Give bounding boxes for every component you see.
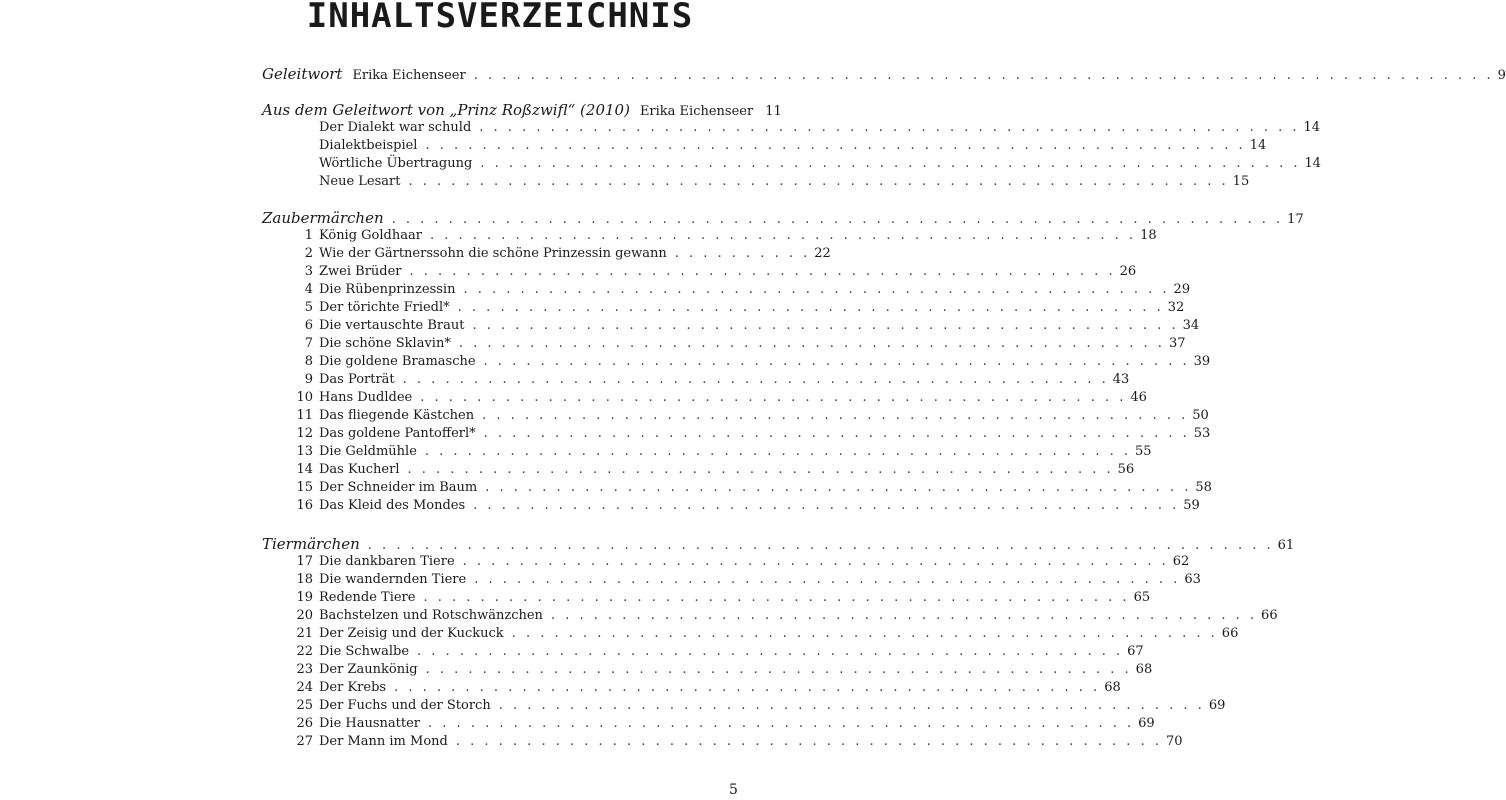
entry-label: Der Dialekt war schuld — [319, 120, 472, 135]
author: Erika Eichenseer — [352, 68, 466, 83]
entry-label: Das Kucherl — [319, 462, 400, 477]
toc-entry[interactable] — [319, 137, 1267, 155]
page-ref: 46 — [1130, 390, 1147, 405]
toc-entry[interactable] — [304, 281, 1191, 299]
page-ref: 11 — [765, 104, 782, 119]
toc-entry-aus-dem-geleitwort[interactable] — [262, 101, 782, 119]
leader-dots: . . . . . . . . . . . . . . . . . . . . . . . . . . . . . . . . . . . . . . . . . . . . . . . . . . . . . . . . . . — [480, 156, 1301, 171]
entry-label: Der Zaunkönig — [319, 662, 418, 677]
entry-number: 20 — [296, 608, 313, 623]
toc-entry-geleitwort[interactable] — [262, 65, 1506, 83]
toc-section-zaubermaerchen[interactable] — [262, 209, 1304, 227]
toc-entry[interactable] — [319, 173, 1250, 191]
toc-entry[interactable] — [319, 119, 1321, 137]
page-ref: 17 — [1287, 212, 1304, 227]
toc-entry[interactable] — [296, 643, 1144, 661]
leader-dots: . . . . . . . . . . . . . . . . . . . . . . . . . . . . . . . . . . . . . . . . . . . . . . . . . . . . . . . . . . . . . . . . — [367, 538, 1274, 553]
page-ref: 56 — [1117, 462, 1135, 477]
entry-label: Hans Dudldee — [319, 390, 413, 405]
entry-label: Das goldene Pantofferl* — [319, 426, 476, 441]
entry-label: Der Zeisig und der Kuckuck — [319, 626, 504, 641]
toc-entry[interactable] — [296, 425, 1211, 443]
leader-dots: . . . . . . . . . . . . . . . . . . . . . . . . . . . . . . . . . . . . . . . . . . . . . . . . . . — [474, 572, 1181, 587]
leader-dots: . . . . . . . . . . . . . . . . . . . . . . . . . . . . . . . . . . . . . . . . . . . . . . . . . . — [428, 716, 1135, 731]
section-label: Aus dem Geleitwort von „Prinz Roßzwifl“ (2010) — [262, 101, 630, 119]
entry-label: Bachstelzen und Rotschwänzchen — [319, 608, 543, 623]
toc-entry[interactable] — [296, 389, 1147, 407]
entry-number: 11 — [296, 408, 313, 423]
toc-entry[interactable] — [304, 353, 1211, 371]
toc-entry[interactable] — [296, 733, 1183, 751]
leader-dots: . . . . . . . . . . . . . . . . . . . . . . . . . . . . . . . . . . . . . . . . . . . . . . . . . . — [483, 426, 1190, 441]
toc-entry[interactable] — [296, 571, 1201, 589]
entry-label: Die Hausnatter — [319, 716, 421, 731]
entry-label: Die Schwalbe — [319, 644, 410, 659]
page-ref: 29 — [1173, 282, 1191, 297]
page-ref: 70 — [1165, 734, 1183, 749]
page-ref: 15 — [1232, 174, 1250, 189]
toc-entry[interactable] — [296, 553, 1190, 571]
toc-entry[interactable] — [296, 679, 1121, 697]
page-ref: 66 — [1261, 608, 1278, 623]
toc-entry[interactable] — [296, 625, 1239, 643]
entry-label: Wörtliche Übertragung — [319, 156, 473, 171]
entry-number: 4 — [304, 282, 313, 297]
leader-dots: . . . . . . . . . . . . . . . . . . . . . . . . . . . . . . . . . . . . . . . . . . . . . . . . . . — [420, 390, 1127, 405]
leader-dots: . . . . . . . . . . . . . . . . . . . . . . . . . . . . . . . . . . . . . . . . . . . . . . . . . . — [458, 336, 1165, 351]
leader-dots: . . . . . . . . . . . . . . . . . . . . . . . . . . . . . . . . . . . . . . . . . . . . . . . . . . — [463, 282, 1170, 297]
leader-dots: . . . . . . . . . . . . . . . . . . . . . . . . . . . . . . . . . . . . . . . . . . . . . . . . . . . . . . . . . . — [425, 138, 1246, 153]
section-label: Tiermärchen — [262, 535, 360, 553]
entry-label: Der Krebs — [319, 680, 387, 695]
page-ref: 26 — [1119, 264, 1137, 279]
leader-dots: . . . . . . . . . . . . . . . . . . . . . . . . . . . . . . . . . . . . . . . . . . . . . . . . . . — [417, 644, 1124, 659]
author: Erika Eichenseer — [639, 104, 754, 119]
page-ref: 18 — [1140, 228, 1157, 243]
leader-dots: . . . . . . . . . . . . . . . . . . . . . . . . . . . . . . . . . . . . . . . . . . . . . . . . . . — [424, 444, 1131, 459]
leader-dots: . . . . . . . . . . . . . . . . . . . . . . . . . . . . . . . . . . . . . . . . . . . . . . . . . . — [485, 480, 1192, 495]
leader-dots: . . . . . . . . . . . . . . . . . . . . . . . . . . . . . . . . . . . . . . . . . . . . . . . . . . — [423, 590, 1130, 605]
entry-number: 25 — [296, 698, 313, 713]
entry-number: 5 — [304, 300, 313, 315]
toc-entry[interactable] — [304, 227, 1157, 245]
page-ref: 67 — [1127, 644, 1144, 659]
page-ref: 53 — [1193, 426, 1211, 441]
entry-number: 19 — [296, 590, 313, 605]
entry-number: 17 — [296, 554, 313, 569]
page-ref: 68 — [1104, 680, 1121, 695]
page-ref: 50 — [1192, 408, 1209, 423]
leader-dots: . . . . . . . . . . . . . . . . . . . . . . . . . . . . . . . . . . . . . . . . . . . . . . . . . . — [483, 354, 1190, 369]
leader-dots: . . . . . . . . . . . . . . . . . . . . . . . . . . . . . . . . . . . . . . . . . . . . . . . . . . . . . . . . . . . . . . . . . . . . . . . . — [473, 68, 1494, 83]
page-ref: 55 — [1135, 444, 1152, 459]
entry-label: Das fliegende Kästchen — [319, 408, 475, 423]
toc-entry[interactable] — [319, 155, 1322, 173]
entry-label: Zwei Brüder — [319, 264, 402, 279]
page-ref: 59 — [1183, 498, 1200, 513]
toc-entry[interactable] — [304, 335, 1186, 353]
entry-number: 3 — [304, 264, 313, 279]
entry-label: König Goldhaar — [319, 228, 422, 243]
entry-label: Die Geldmühle — [319, 444, 417, 459]
page-ref: 69 — [1138, 716, 1155, 731]
entry-label: Der törichte Friedl* — [319, 300, 450, 315]
entry-number: 27 — [296, 734, 313, 749]
entry-number: 8 — [304, 354, 313, 369]
entry-label: Die Rübenprinzessin — [319, 282, 456, 297]
entry-label: Die goldene Bramasche — [319, 354, 476, 369]
page-ref: 22 — [814, 246, 831, 261]
entry-number: 26 — [296, 716, 313, 731]
toc-entry[interactable] — [296, 443, 1152, 461]
page-ref: 14 — [1303, 120, 1321, 135]
entry-number: 24 — [296, 680, 313, 695]
leader-dots: . . . . . . . . . . — [674, 246, 811, 261]
entry-label: Das Kleid des Mondes — [319, 498, 466, 513]
leader-dots: . . . . . . . . . . . . . . . . . . . . . . . . . . . . . . . . . . . . . . . . . . . . . . . . . . — [455, 734, 1162, 749]
toc-entry[interactable] — [296, 497, 1200, 515]
leader-dots: . . . . . . . . . . . . . . . . . . . . . . . . . . . . . . . . . . . . . . . . . . . . . . . . . . — [511, 626, 1218, 641]
section-label: Geleitwort — [262, 65, 343, 83]
entry-label: Redende Tiere — [319, 590, 416, 605]
leader-dots: . . . . . . . . . . . . . . . . . . . . . . . . . . . . . . . . . . . . . . . . . . . . . . . . . . — [472, 318, 1179, 333]
entry-number: 10 — [296, 390, 313, 405]
entry-label: Das Porträt — [319, 372, 395, 387]
toc-entry[interactable] — [304, 245, 831, 263]
toc-entry[interactable] — [296, 589, 1151, 607]
entry-number: 23 — [296, 662, 313, 677]
leader-dots: . . . . . . . . . . . . . . . . . . . . . . . . . . . . . . . . . . . . . . . . . . . . . . . . . . — [473, 498, 1180, 513]
toc-entry[interactable] — [304, 371, 1130, 389]
toc-section-tiermaerchen[interactable] — [262, 535, 1295, 553]
entry-number: 21 — [296, 626, 313, 641]
entry-number: 15 — [296, 480, 313, 495]
page-ref: 69 — [1208, 698, 1226, 713]
page-ref: 66 — [1221, 626, 1239, 641]
section-label: Zaubermärchen — [262, 209, 384, 227]
page-ref: 32 — [1167, 300, 1185, 315]
leader-dots: . . . . . . . . . . . . . . . . . . . . . . . . . . . . . . . . . . . . . . . . . . . . . . . . . . — [482, 408, 1189, 423]
entry-number: 7 — [304, 336, 313, 351]
page-ref: 14 — [1249, 138, 1267, 153]
leader-dots: . . . . . . . . . . . . . . . . . . . . . . . . . . . . . . . . . . . . . . . . . . . . . . . . . . . . . . . . . . — [408, 174, 1229, 189]
entry-number: 13 — [296, 444, 313, 459]
entry-number: 9 — [304, 372, 313, 387]
entry-label: Die schöne Sklavin* — [319, 336, 451, 351]
page-ref: 9 — [1497, 68, 1506, 83]
entry-label: Dialektbeispiel — [319, 138, 418, 153]
toc-entry[interactable] — [296, 461, 1135, 479]
toc-entry[interactable] — [304, 299, 1185, 317]
leader-dots: . . . . . . . . . . . . . . . . . . . . . . . . . . . . . . . . . . . . . . . . . . . . . . . . . . — [498, 698, 1205, 713]
entry-number: 12 — [296, 426, 313, 441]
leader-dots: . . . . . . . . . . . . . . . . . . . . . . . . . . . . . . . . . . . . . . . . . . . . . . . . . . — [402, 372, 1109, 387]
page-ref: 58 — [1195, 480, 1212, 495]
entry-label: Der Mann im Mond — [319, 734, 448, 749]
entry-number: 2 — [304, 246, 313, 261]
entry-number: 1 — [304, 228, 313, 243]
entry-label: Der Fuchs und der Storch — [319, 698, 491, 713]
page-ref: 68 — [1135, 662, 1153, 677]
page-ref: 63 — [1184, 572, 1201, 587]
page-ref: 43 — [1112, 372, 1130, 387]
page-ref: 65 — [1133, 590, 1151, 605]
page-ref: 37 — [1168, 336, 1186, 351]
toc-entry[interactable] — [296, 479, 1212, 497]
leader-dots: . . . . . . . . . . . . . . . . . . . . . . . . . . . . . . . . . . . . . . . . . . . . . . . . . . — [394, 680, 1101, 695]
page-ref: 14 — [1304, 156, 1322, 171]
page-number: 5 — [729, 782, 738, 798]
page-ref: 61 — [1277, 538, 1295, 553]
entry-label: Neue Lesart — [319, 174, 401, 189]
toc-entry[interactable] — [296, 661, 1153, 679]
leader-dots: . . . . . . . . . . . . . . . . . . . . . . . . . . . . . . . . . . . . . . . . . . . . . . . . . . — [425, 662, 1132, 677]
leader-dots: . . . . . . . . . . . . . . . . . . . . . . . . . . . . . . . . . . . . . . . . . . . . . . . . . . — [462, 554, 1169, 569]
entry-label: Die wandernden Tiere — [319, 572, 467, 587]
toc-entry[interactable] — [296, 697, 1226, 715]
leader-dots: . . . . . . . . . . . . . . . . . . . . . . . . . . . . . . . . . . . . . . . . . . . . . . . . . . — [429, 228, 1137, 243]
entry-number: 14 — [296, 462, 313, 477]
toc-entry[interactable] — [304, 263, 1137, 281]
entry-number: 16 — [296, 498, 313, 513]
leader-dots: . . . . . . . . . . . . . . . . . . . . . . . . . . . . . . . . . . . . . . . . . . . . . . . . . . — [409, 264, 1116, 279]
entry-number: 6 — [304, 318, 313, 333]
entry-number: 22 — [296, 644, 313, 659]
leader-dots: . . . . . . . . . . . . . . . . . . . . . . . . . . . . . . . . . . . . . . . . . . . . . . . . . . — [457, 300, 1164, 315]
toc-entry[interactable] — [296, 407, 1209, 425]
leader-dots: . . . . . . . . . . . . . . . . . . . . . . . . . . . . . . . . . . . . . . . . . . . . . . . . . . — [550, 608, 1258, 623]
leader-dots: . . . . . . . . . . . . . . . . . . . . . . . . . . . . . . . . . . . . . . . . . . . . . . . . . . — [407, 462, 1114, 477]
page-title: INHALTSVERZEICHNIS — [306, 0, 694, 36]
leader-dots: . . . . . . . . . . . . . . . . . . . . . . . . . . . . . . . . . . . . . . . . . . . . . . . . . . . . . . . . . . — [479, 120, 1300, 135]
page-ref: 34 — [1182, 318, 1200, 333]
entry-label: Die dankbaren Tiere — [319, 554, 455, 569]
page-ref: 62 — [1172, 554, 1190, 569]
page-ref: 39 — [1193, 354, 1211, 369]
entry-label: Wie der Gärtnerssohn die schöne Prinzessin gewann — [319, 246, 667, 261]
leader-dots: . . . . . . . . . . . . . . . . . . . . . . . . . . . . . . . . . . . . . . . . . . . . . . . . . . . . . . . . . . . . . . . — [391, 212, 1284, 227]
entry-label: Die vertauschte Braut — [319, 318, 465, 333]
toc-entry[interactable] — [304, 317, 1200, 335]
toc-entry[interactable] — [296, 715, 1155, 733]
toc-entry[interactable] — [296, 607, 1278, 625]
entry-label: Der Schneider im Baum — [319, 480, 478, 495]
entry-number: 18 — [296, 572, 313, 587]
